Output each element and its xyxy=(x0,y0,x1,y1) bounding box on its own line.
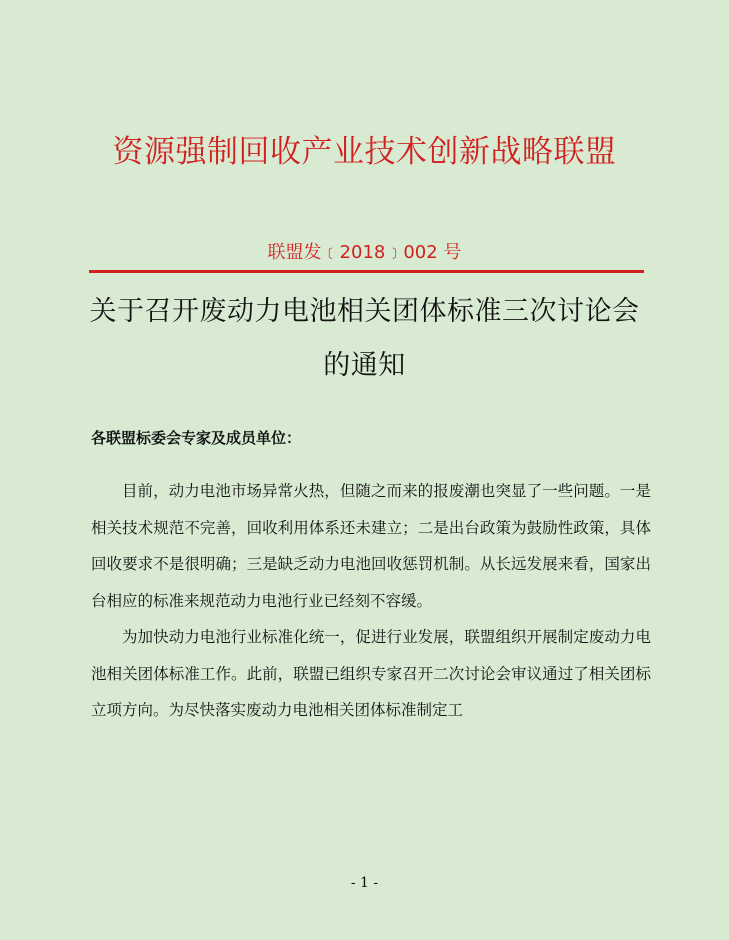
document-number: 联盟发﹝2018﹞002 号 xyxy=(267,242,462,263)
page-number: - 1 - xyxy=(350,875,379,891)
notice-title-line-1: 关于召开废动力电池相关团体标准三次讨论会 xyxy=(89,296,640,327)
paragraph-2: 为加快动力电池行业标准化统一，促进行业发展，联盟组织开展制定废动力电池相关团体标准工作。此前，联盟已组织专家召开二次讨论会审议通过了相关团标立项方向。为尽快落实废动力电池相关团体标准制定工 xyxy=(91,628,651,719)
organization-name: 资源强制回收产业技术创新战略联盟 xyxy=(112,134,617,170)
body-text xyxy=(91,473,651,729)
salutation: 各联盟标委会专家及成员单位： xyxy=(91,429,302,447)
notice-title xyxy=(70,285,659,393)
notice-title-line-2: 的通知 xyxy=(323,350,406,381)
paragraph-1: 目前，动力电池市场异常火热，但随之而来的报废潮也突显了一些问题。一是相关技术规范不完善，回收利用体系还未建立；二是出台政策为鼓励性政策，具体回收要求不是很明确；三是缺乏动力电池回收惩罚机制。从长远发展来看，国家出台相应的标准来规范动力电池行业已经刻不容缓。 xyxy=(91,482,651,610)
red-divider xyxy=(89,270,644,273)
